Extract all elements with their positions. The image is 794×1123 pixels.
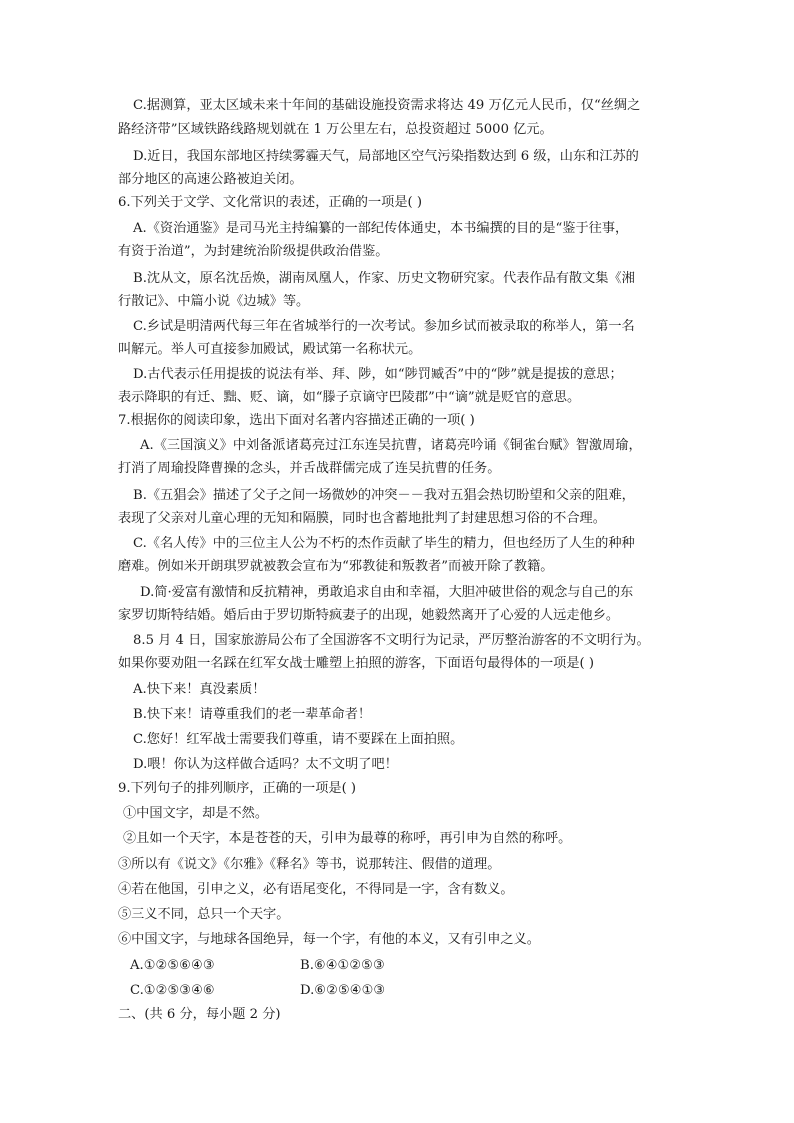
q7-option-d-line1: D.简·爱富有激情和反抗精神，勇敢追求自由和幸福，大胆冲破世俗的观念与自己的东 xyxy=(140,585,634,600)
q6-option-d-line1: D.古代表示任用提拔的说法有举、拜、陟，如“陟罚臧否”中的“陟”就是提拔的意思； xyxy=(133,367,623,382)
q7-option-d-line2: 家罗切斯特结婚。婚后由于罗切斯特疯妻子的出现，她毅然离开了心爱的人远走他乡。 xyxy=(118,608,620,623)
q6-option-b-line1: B.沈从文，原名沈岳焕，湖南凤凰人，作家、历史文物研究家。代表作品有散文集《湘 xyxy=(133,271,635,286)
q9-stem: 9.下列句子的排列顺序，正确的一项是( ) xyxy=(118,781,357,796)
q8-option-a: A.快下来！真没素质！ xyxy=(133,682,266,697)
q6-stem: 6.下列关于文学、文化常识的表述，正确的一项是( ) xyxy=(118,195,422,210)
q7-option-c-line1: C.《名人传》中的三位主人公为不朽的杰作贡献了毕生的精力，但也经历了人生的种种 xyxy=(133,536,635,551)
q8-stem-line1: 8.5 月 4 日，国家旅游局公布了全国游客不文明行为记录，严厉整治游客的不文明行为。 xyxy=(133,633,650,648)
q7-stem: 7.根据你的阅读印象，选出下面对名著内容描述正确的一项( ) xyxy=(118,413,475,428)
q7-option-b-line1: B.《五猖会》描述了父子之间一场微妙的冲突－－我对五猖会热切盼望和父亲的阻难， xyxy=(133,488,635,503)
section-2-heading: 二、(共 6 分，每小题 2 分) xyxy=(118,1007,281,1022)
q5-option-c-line1: C.据测算，亚太区域未来十年间的基础设施投资需求将达 49 万亿元人民币，仅“丝绸之 xyxy=(133,98,641,113)
q6-option-a-line1: A.《资治通鉴》是司马光主持编纂的一部纪传体通史，本书编撰的目的是“鉴于往事， xyxy=(133,221,629,236)
q5-option-d-line1: D.近日，我国东部地区持续雾霾天气，局部地区空气污染指数达到 6 级，山东和江苏的 xyxy=(133,149,639,164)
q6-option-c-line2: 叫解元。举人可直接参加殿试，殿试第一名称状元。 xyxy=(118,342,422,357)
q7-option-b-line2: 表现了父亲对儿童心理的无知和隔膜，同时也含蓄地批判了封建思想习俗的不合理。 xyxy=(118,511,606,526)
q9-sentence-3: ③所以有《说文》《尔雅》《释名》等书，说那转注、假借的道理。 xyxy=(118,857,501,872)
q7-option-c-line2: 磨难。例如米开朗琪罗就被教会宣布为“邪教徒和叛教者”而被开除了教籍。 xyxy=(118,559,554,574)
q8-stem-line2: 如果你要劝阻一名踩在红军女战士雕塑上拍照的游客，下面语句最得体的一项是( ) xyxy=(118,656,595,671)
q6-option-c-line1: C.乡试是明清两代每三年在省城举行的一次考试。参加乡试而被录取的称举人，第一名 xyxy=(133,319,635,334)
q8-option-b: B.快下来！请尊重我们的老一辈革命者！ xyxy=(133,707,372,722)
q8-option-c: C.您好！红军战士需要我们尊重，请不要踩在上面拍照。 xyxy=(133,732,464,747)
q6-option-d-line2: 表示降职的有迁、黜、贬、谪，如“滕子京谪守巴陵郡”中“谪”就是贬官的意思。 xyxy=(118,390,581,405)
q9-sentence-6: ⑥中国文字，与地球各国绝异，每一个字，有他的本义，又有引申之义。 xyxy=(118,932,540,947)
q9-sentence-2: ②且如一个天字，本是苍苍的天，引申为最尊的称呼，再引申为自然的称呼。 xyxy=(123,831,572,846)
q9-option-a: A.①②⑤⑥④③ xyxy=(130,958,215,973)
q9-sentence-4: ④若在他国，引申之义，必有语尾变化，不得同是一字，含有数义。 xyxy=(118,882,514,897)
q9-option-c: C.①②⑤③④⑥ xyxy=(130,983,215,998)
q8-option-d: D.喂！你认为这样做合适吗？太不文明了吧！ xyxy=(133,757,398,772)
q7-option-a-line2: 打消了周瑜投降曹操的念头，并舌战群儒完成了连吴抗曹的任务。 xyxy=(118,461,501,476)
q5-option-c-line2: 路经济带”区域铁路线路规划就在 1 万公里左右，总投资超过 5000 亿元。 xyxy=(118,122,553,137)
q6-option-b-line2: 行散记》、中篇小说《边城》等。 xyxy=(118,294,310,309)
q6-option-a-line2: 有资于治道”，为封建统治阶级提供政治借鉴。 xyxy=(118,244,389,259)
q9-sentence-1: ①中国文字，却是不然。 xyxy=(123,806,269,821)
q5-option-d-line2: 部分地区的高速公路被迫关闭。 xyxy=(118,172,303,187)
q9-option-b: B.⑥④①②⑤③ xyxy=(300,958,385,973)
q9-sentence-5: ⑤三义不同，总只一个天字。 xyxy=(118,907,290,922)
q9-option-d: D.⑥②⑤④①③ xyxy=(300,983,386,998)
q7-option-a-line1: A.《三国演义》中刘备派诸葛亮过江东连吴抗曹，诸葛亮吟诵《铜雀台赋》智激周瑜， xyxy=(140,438,642,453)
